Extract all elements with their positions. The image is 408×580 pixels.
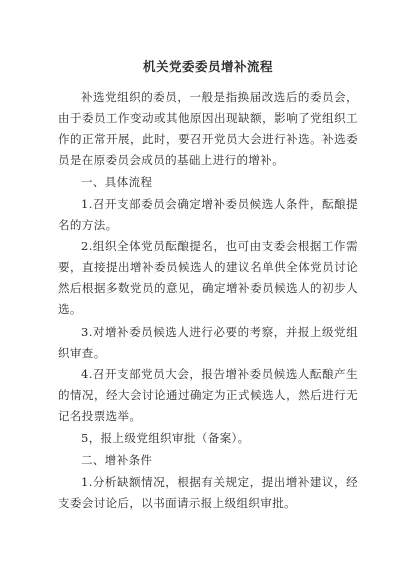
step-5-paragraph: 5，报上级党组织审批（备案）。 bbox=[81, 431, 250, 445]
section-heading-procedure: 一、具体流程 bbox=[81, 175, 153, 189]
step-4-paragraph: 4.召开支部党员大会，报告增补委员候选人酝酿产生的情况，经大会讨论通过确定为正式候选人，然后进行无记名投票选举。 bbox=[58, 367, 358, 423]
step-1-paragraph: 1.召开支部委员会确定增补委员候选人条件，酝酿提名的方法。 bbox=[58, 197, 358, 232]
condition-1-paragraph: 1.分析缺额情况，根据有关规定，提出增补建议，经支委会讨论后，以书面请示报上级组织审批。 bbox=[58, 475, 358, 510]
step-2-paragraph: 2.组织全体党员酝酿提名，也可由支委会根据工作需要，直接提出增补委员候选人的建议名单供全体党员讨论然后根据多数党员的意见，确定增补委员候选人的初步人选。 bbox=[58, 239, 358, 316]
document-title: 机关党委委员增补流程 bbox=[142, 59, 273, 74]
step-3-paragraph: 3.对增补委员候选人进行必要的考察，并报上级党组织审查。 bbox=[58, 325, 358, 360]
document-page bbox=[58, 0, 358, 580]
intro-paragraph: 补选党组织的委员，一般是指换届改选后的委员会，由于委员工作变动或其他原因出现缺额，影响了党组织工作的正常开展，此时，要召开党员大会进行补选。补选委员是在原委员会成员的基础上进行的增补。 bbox=[58, 90, 358, 167]
section-heading-conditions: 二、增补条件 bbox=[81, 453, 153, 467]
